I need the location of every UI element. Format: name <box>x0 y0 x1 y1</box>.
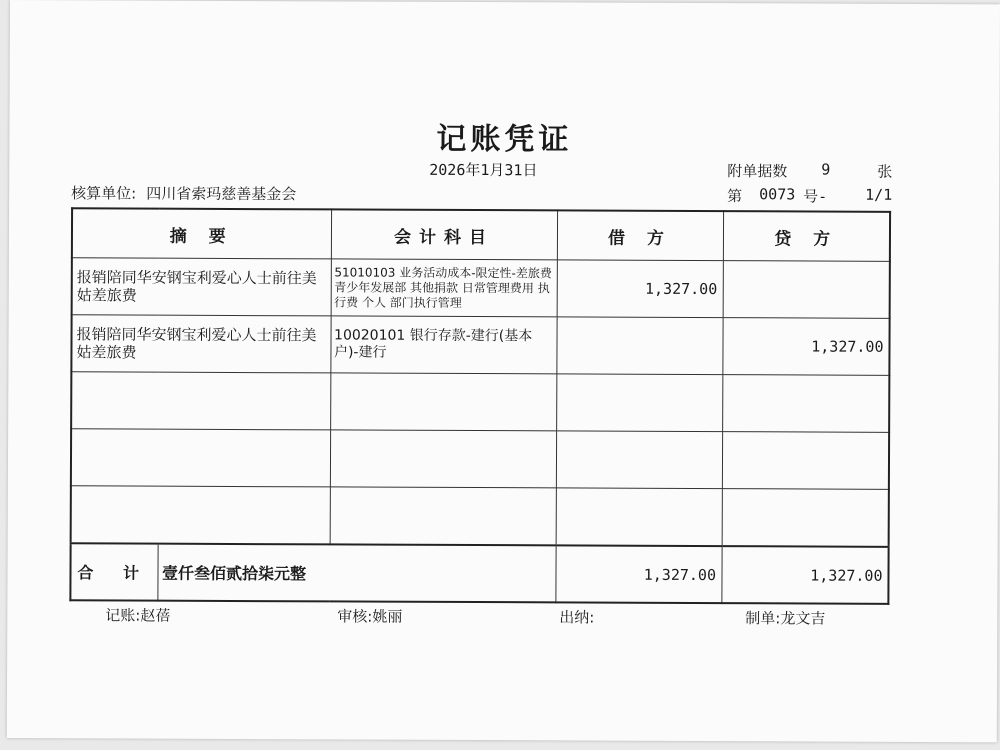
entry-debit <box>556 317 722 375</box>
voucher-number-suffix: 号- <box>803 187 828 206</box>
entry-credit <box>722 432 889 490</box>
entry-account: 10020101 银行存款-建行(基本户)-建行 <box>330 316 556 374</box>
entry-credit <box>723 261 890 319</box>
entry-summary <box>71 372 330 430</box>
entry-debit <box>556 431 722 489</box>
cashier-label: 出纳: <box>559 608 595 627</box>
preparer-label: 制单: <box>745 609 781 628</box>
bookkeeper-label: 记账: <box>105 606 141 625</box>
signature-bookkeeper <box>105 604 170 625</box>
entry-summary <box>71 429 330 487</box>
signature-reviewer <box>337 605 402 626</box>
voucher-title: 记账凭证 <box>436 121 573 158</box>
entry-summary: 报销陪同华安钢宝利爱心人士前往美姑差旅费 <box>71 315 330 373</box>
voucher-table <box>69 207 891 605</box>
entry-account <box>330 430 556 488</box>
table-row <box>71 486 889 547</box>
entry-credit <box>722 489 889 547</box>
attachment-unit: 张 <box>877 162 893 181</box>
table-row <box>72 258 890 319</box>
total-credit: 1,327.00 <box>721 546 888 604</box>
entry-account <box>330 487 556 545</box>
entry-credit <box>722 375 889 433</box>
entry-debit <box>556 374 722 432</box>
entry-credit: 1,327.00 <box>722 318 889 376</box>
preparer-name: 龙文吉 <box>780 609 826 628</box>
total-debit: 1,327.00 <box>555 545 721 603</box>
reviewer-label: 审核: <box>337 607 373 626</box>
accounting-unit-label: 核算单位: <box>71 184 137 203</box>
table-row <box>71 429 889 490</box>
header-credit: 贷 方 <box>723 211 890 261</box>
voucher-number <box>727 185 897 206</box>
total-label: 合 计 <box>70 543 157 600</box>
attachment-label: 附单据数 <box>727 162 788 181</box>
entry-debit: 1,327.00 <box>557 260 723 318</box>
table-header <box>72 208 890 261</box>
accounting-unit-name: 四川省索玛慈善基金会 <box>146 184 297 204</box>
signature-cashier <box>559 606 594 627</box>
voucher-number-prefix: 第 <box>727 187 743 206</box>
total-row <box>70 543 888 604</box>
voucher-page: 1/1 <box>865 185 893 204</box>
header-debit: 借 方 <box>557 210 723 260</box>
attachment-count <box>727 160 897 181</box>
attachment-number: 9 <box>821 160 831 179</box>
accounting-unit <box>71 182 296 204</box>
voucher-number-value: 0073 <box>759 185 796 204</box>
header-summary: 摘 要 <box>72 208 331 259</box>
header-account: 会计科目 <box>331 209 557 259</box>
entry-account: 51010103 业务活动成本-限定性-差旅费 青少年发展部 其他捐款 日常管理费用 执行费 个人 部门执行管理 <box>331 259 557 317</box>
bookkeeper-name: 赵蓓 <box>140 606 171 625</box>
entry-account <box>330 373 556 431</box>
voucher-paper <box>7 0 1000 742</box>
reviewer-name: 姚丽 <box>372 607 403 626</box>
table-row <box>71 315 889 376</box>
voucher-date: 2026年1月31日 <box>429 160 538 180</box>
entry-debit <box>556 488 722 546</box>
table-row <box>71 372 889 433</box>
total-amount-words: 壹仟叁佰贰拾柒元整 <box>157 544 555 603</box>
signature-preparer <box>745 607 825 628</box>
entry-summary <box>71 486 330 545</box>
entry-summary: 报销陪同华安钢宝利爱心人士前往美姑差旅费 <box>72 258 331 316</box>
